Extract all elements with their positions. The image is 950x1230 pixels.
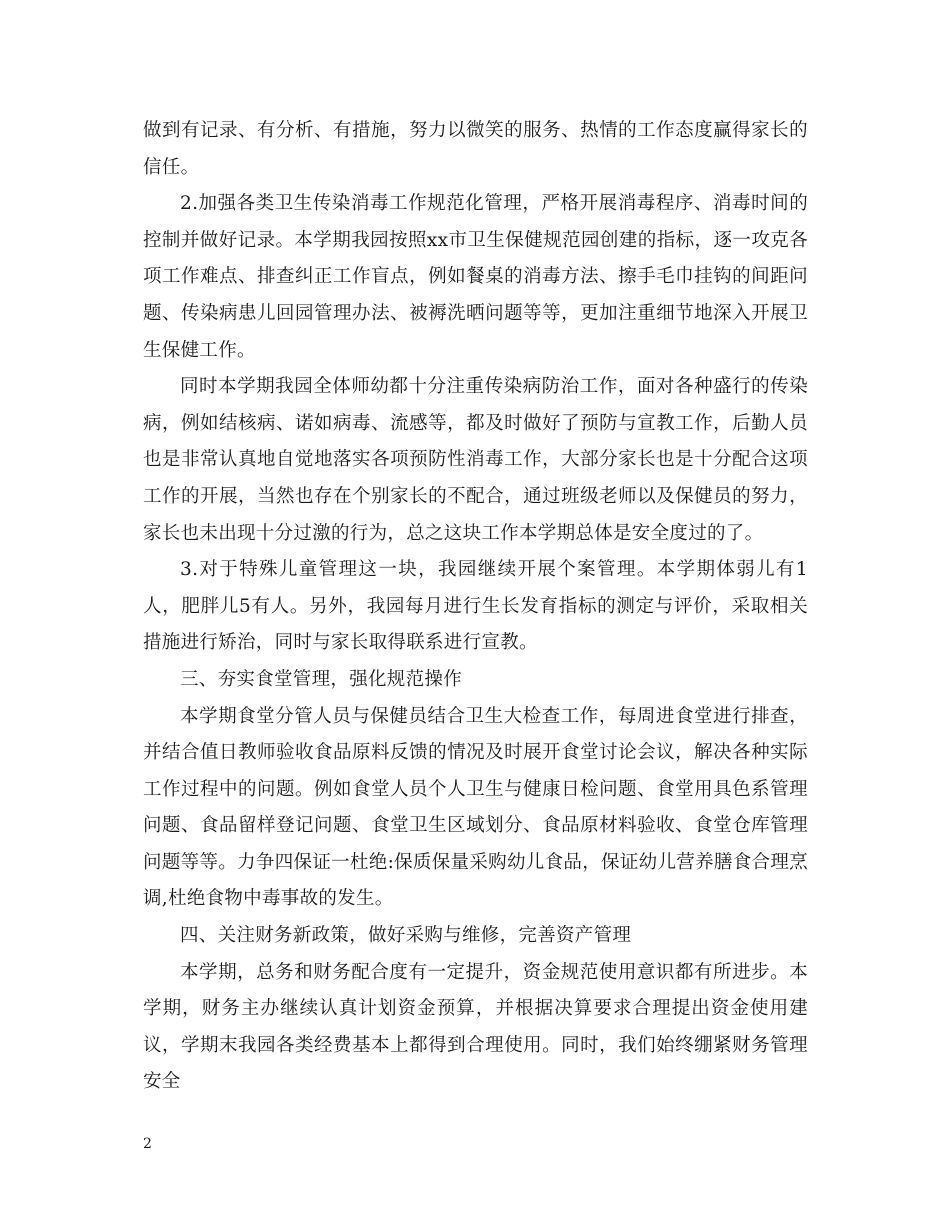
paragraph-1: 做到有记录、有分析、有措施，努力以微笑的服务、热情的工作态度赢得家长的信任。 [143, 120, 808, 178]
paragraph-3: 同时本学期我园全体师幼都十分注重传染病防治工作，面对各种盛行的传染病，例如结核病、诺如病毒、流感等，都及时做好了预防与宣教工作，后勤人员也是非常认真地自觉地落实各项预防性消毒工作，大部分家长也是十分配合这项工作的开展，当然也存在个别家长的不配合，通过班级老师以及保健员的努力，家长也未出现十分过激的行为，总之这块工作本学期总体是安全度过的了。 [143, 376, 808, 544]
section-heading-3: 三、夯实食堂管理，强化规范操作 [180, 668, 463, 690]
paragraph-6: 本学期，总务和财务配合度有一定提升，资金规范使用意识都有所进步。本学期，财务主办继续认真计划资金预算，并根据决算要求合理提出资金使用建议，学期末我园各类经费基本上都得到合理使用。同时，我们始终绷紧财务管理安全 [143, 961, 808, 1093]
paragraph-2: 2.加强各类卫生传染消毒工作规范化管理，严格开展消毒程序、消毒时间的控制并做好记录。本学期我园按照xx市卫生保健规范园创建的指标，逐一攻克各项工作难点、排查纠正工作盲点，例如餐桌的消毒方法、擦手毛巾挂钩的间距问题、传染病患儿回园管理办法、被褥洗晒问题等等，更加注重细节地深入开展卫生保健工作。 [143, 193, 808, 361]
paragraph-4: 3.对于特殊儿童管理这一块，我园继续开展个案管理。本学期体弱儿有1人，肥胖儿5有人。另外，我园每月进行生长发育指标的测定与评价，采取相关措施进行矫治，同时与家长取得联系进行宣教。 [143, 559, 808, 654]
paragraph-5: 本学期食堂分管人员与保健员结合卫生大检查工作，每周进食堂进行排查，并结合值日教师验收食品原料反馈的情况及时展开食堂讨论会议，解决各种实际工作过程中的问题。例如食堂人员个人卫生与健康日检问题、食堂用具色系管理问题、食品留样登记问题、食堂卫生区域划分、食品原材料验收、食堂仓库管理问题等等。力争四保证一杜绝:保质保量采购幼儿食品，保证幼儿营养膳食合理烹调,杜绝食物中毒事故的发生。 [143, 705, 808, 910]
document-body [143, 113, 808, 1101]
page-number: 2 [143, 1136, 152, 1152]
section-heading-4: 四、关注财务新政策，做好采购与维修，完善资产管理 [180, 925, 632, 947]
